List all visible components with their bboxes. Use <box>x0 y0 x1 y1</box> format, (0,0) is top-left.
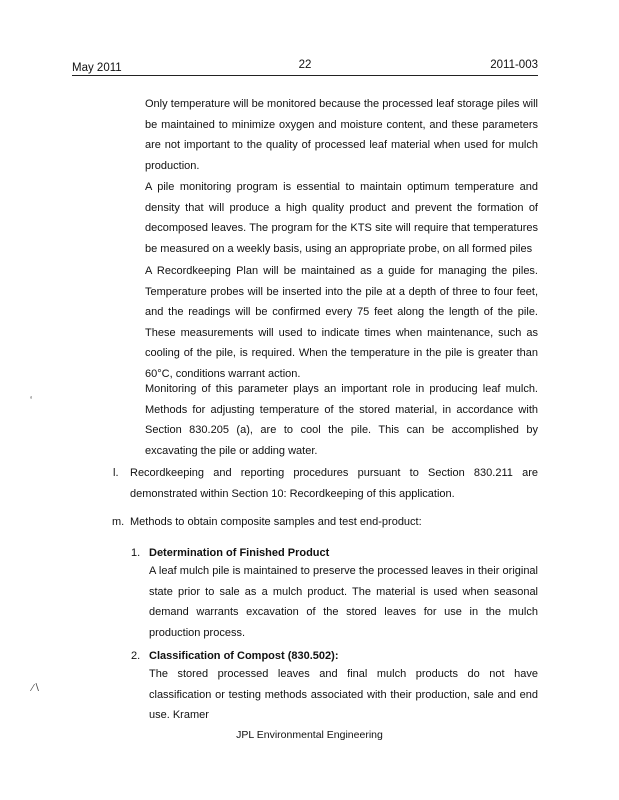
list-marker-l: l. <box>113 467 119 479</box>
page-footer <box>0 729 619 741</box>
list-item-m-text: Methods to obtain composite samples and test end-product: <box>130 516 422 528</box>
header-date: May 2011 <box>72 62 122 74</box>
subitem-text-1: A leaf mulch pile is maintained to preserve the processed leaves in their original state prior to sale as a mulch product. The material is used when seasonal demand warrants excavation of the stored leaves for use in the mulch production process. <box>149 565 538 639</box>
subitem-title-2: Classification of Compost (830.502): <box>149 650 339 662</box>
header-rule <box>72 75 538 76</box>
subitem-marker-1: 1. <box>131 547 141 559</box>
header-page-number: 22 <box>298 59 312 71</box>
list-item-l-text: Recordkeeping and reporting procedures pursuant to Section 830.211 are demonstrated within Section 10: Recordkeeping of this application. <box>130 467 538 500</box>
paragraph-recordkeeping-plan: A Recordkeeping Plan will be maintained as a guide for managing the piles. Temperature probes will be inserted into the pile at a depth of three to four feet, and the readings will be confirmed every 75 feet along the length of the pile. These measurements will used to indicate times when maintenance, such as cooling of the pile, is required. When the temperature in the pile is greater than 60°C, conditions warrant action. <box>145 265 538 380</box>
scan-mark-left-upper: ‘ <box>30 395 33 406</box>
subitem-marker-2: 2. <box>131 650 141 662</box>
page-header <box>72 59 538 76</box>
subitem-text-2: The stored processed leaves and final mulch products do not have classification or testing methods associated with their production, sale and end use. Kramer <box>149 668 538 721</box>
header-doc-number: 2011-003 <box>490 59 538 71</box>
footer-company: JPL Environmental Engineering <box>236 729 383 741</box>
paragraph-pile-monitoring: A pile monitoring program is essential to maintain optimum temperature and density that will produce a high quality product and prevent the formation of decomposed leaves. The program for the KTS site will require that temperatures be measured on a weekly basis, using an appropriate probe, on all formed piles <box>145 181 538 255</box>
list-marker-m: m. <box>112 516 125 528</box>
subitem-title-1: Determination of Finished Product <box>149 547 330 559</box>
paragraph-monitoring-parameter: Monitoring of this parameter plays an important role in producing leaf mulch. Methods for adjusting temperature of the stored material, in accordance with Section 830.205 (a), are to cool the pile. This can be accomplished by excavating the pile or adding water. <box>145 383 538 457</box>
scan-mark-left-lower: ⁄∖ <box>32 683 41 694</box>
paragraph-temperature: Only temperature will be monitored because the processed leaf storage piles will be maintained to minimize oxygen and moisture content, and these parameters are not important to the quality of processed leaf material when used for mulch production. <box>145 98 538 172</box>
